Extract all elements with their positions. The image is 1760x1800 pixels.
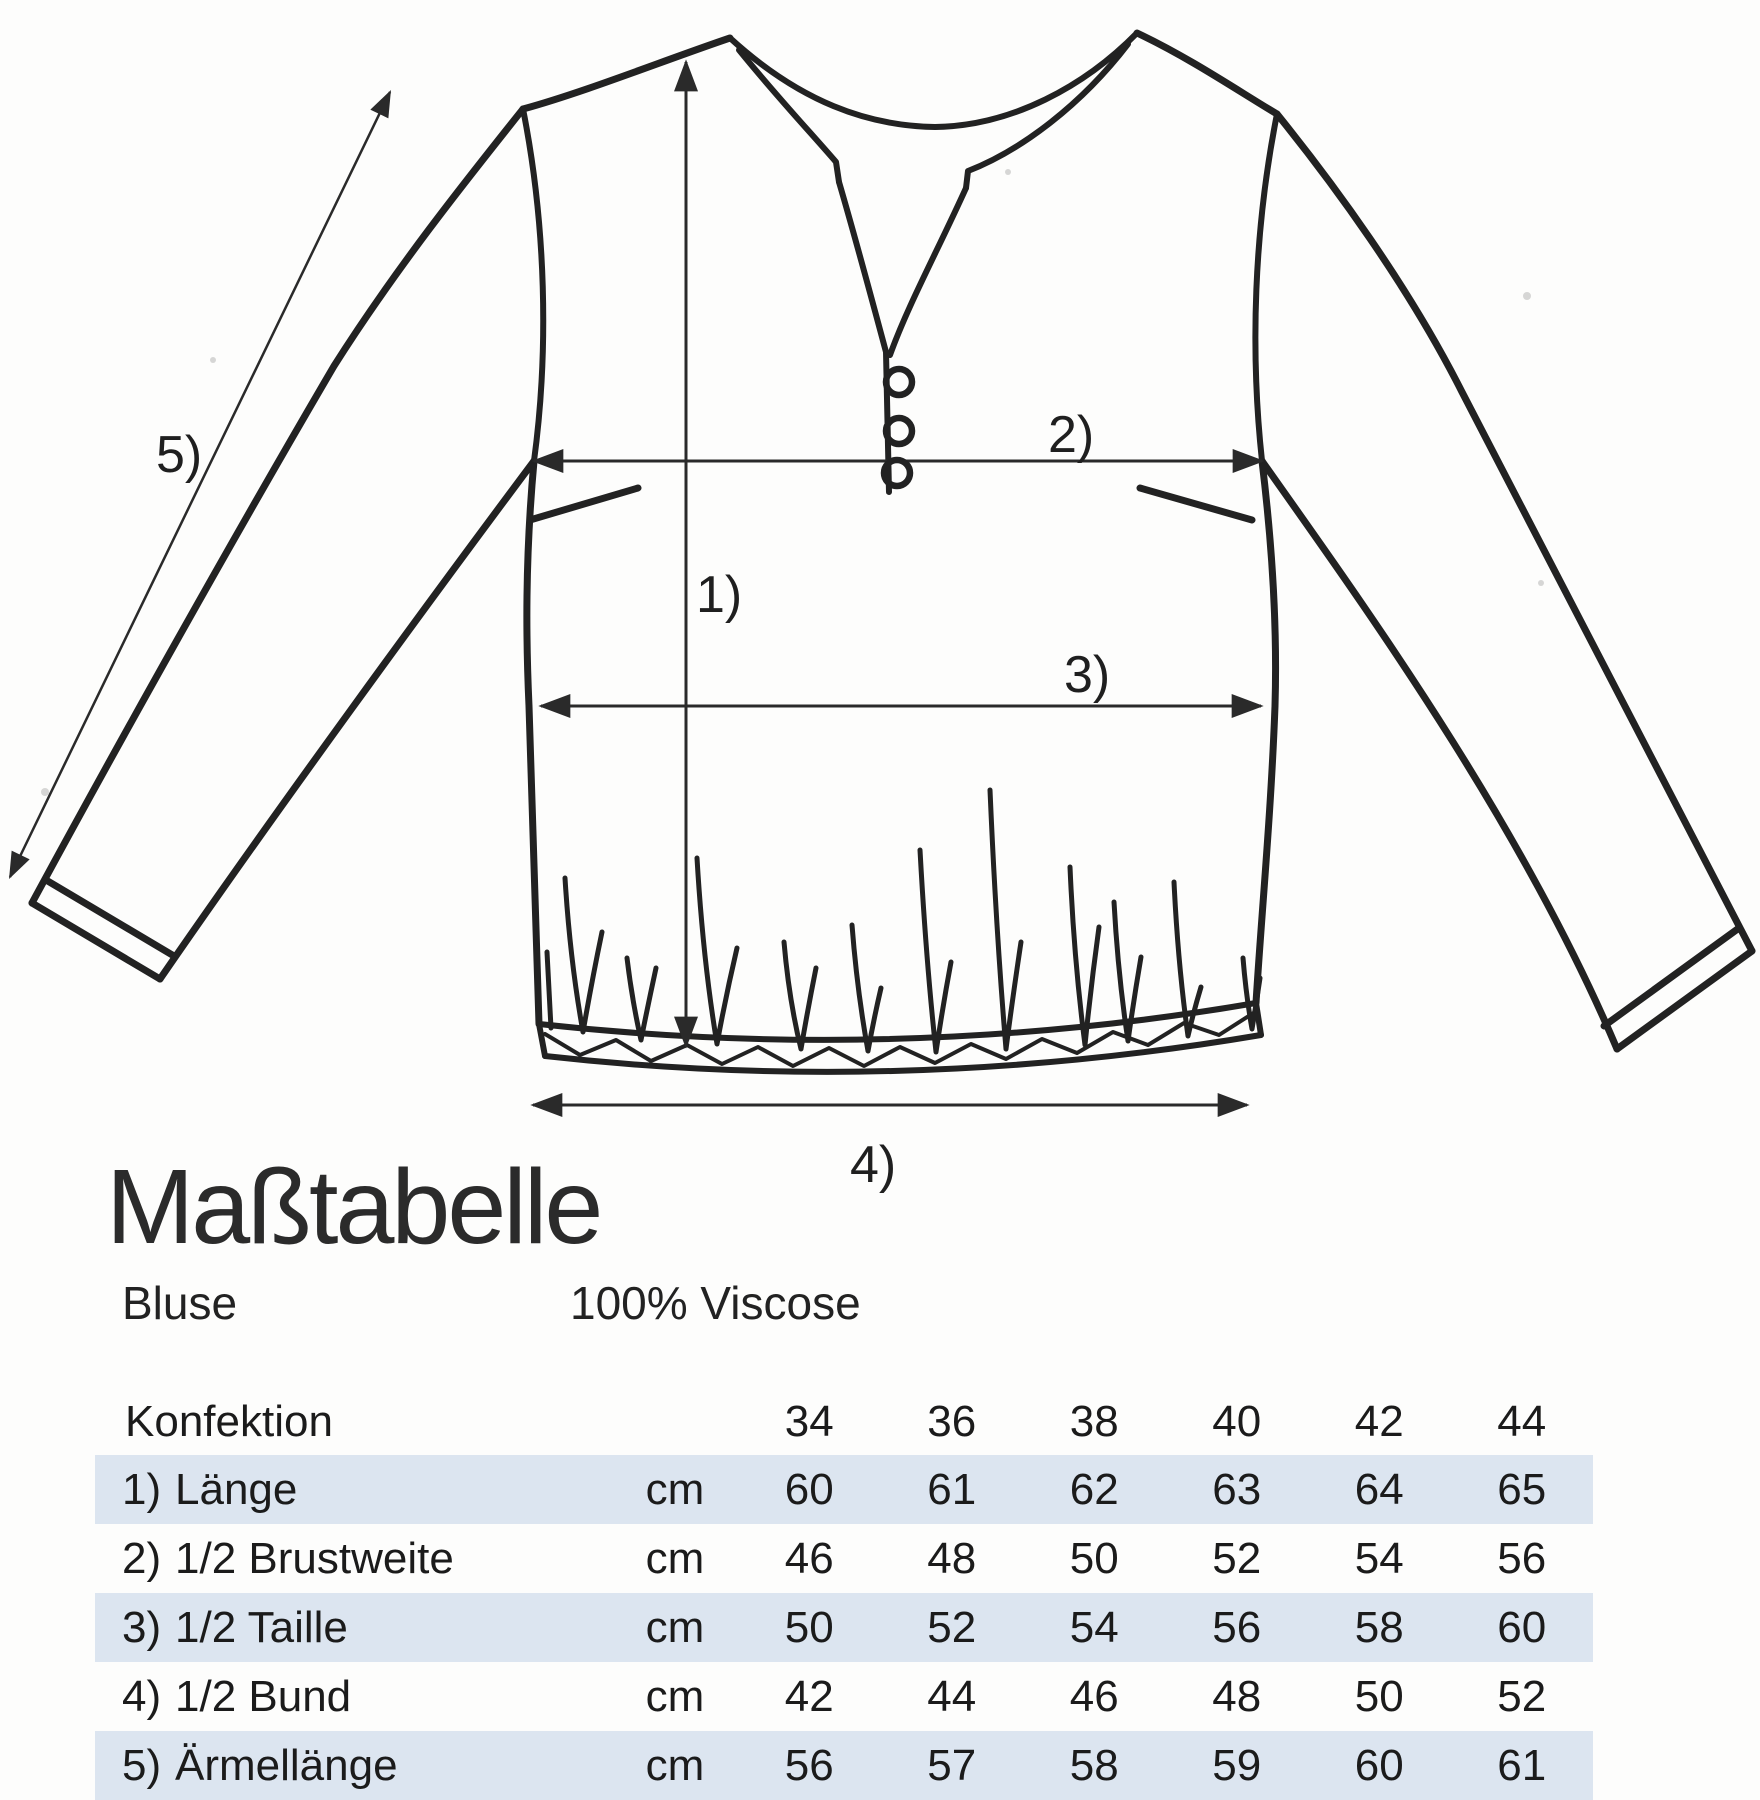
- v-slit-left-edge: [839, 182, 886, 352]
- row-unit: cm: [645, 1464, 705, 1514]
- cell-value: 50: [1354, 1671, 1404, 1721]
- row-label: 1/2 Bund: [175, 1671, 352, 1721]
- cell-value: 62: [1069, 1464, 1119, 1514]
- row-label: Ärmellänge: [175, 1740, 398, 1790]
- left-cuff-band-line: [46, 880, 174, 956]
- size-column-header: 42: [1354, 1396, 1404, 1446]
- cell-value: 56: [784, 1740, 834, 1790]
- measure-label-sleeve: 5): [156, 426, 203, 484]
- table-row-taille: [95, 1593, 1593, 1662]
- left-bust-dart: [530, 488, 638, 520]
- cell-value: 64: [1354, 1464, 1404, 1514]
- row-label: Länge: [175, 1464, 298, 1514]
- table-header-row: [95, 1388, 1593, 1455]
- row-number: 5): [122, 1740, 162, 1790]
- cell-value: 63: [1212, 1464, 1262, 1514]
- cell-value: 48: [927, 1533, 977, 1583]
- left-sleeve-under-edge: [160, 461, 534, 979]
- cell-value: 52: [927, 1602, 977, 1652]
- cell-value: 60: [1354, 1740, 1404, 1790]
- page-title: Maßtabelle: [106, 1148, 601, 1266]
- cell-value: 46: [784, 1533, 834, 1583]
- right-side-seam: [1256, 461, 1276, 1003]
- cell-value: 46: [1069, 1671, 1119, 1721]
- placket-buttons: [884, 369, 912, 486]
- cell-value: 56: [1212, 1602, 1262, 1652]
- cell-value: 65: [1497, 1464, 1547, 1514]
- row-unit: cm: [645, 1671, 705, 1721]
- cell-value: 54: [1069, 1602, 1119, 1652]
- sleeve-length-arrow: [10, 92, 390, 877]
- blouse-outline: [32, 33, 1752, 1072]
- cell-value: 56: [1497, 1533, 1547, 1583]
- size-column-header: 36: [927, 1396, 977, 1446]
- row-number: 2): [122, 1533, 162, 1583]
- measure-label-hem: 4): [850, 1136, 897, 1194]
- subtitle-row: [122, 1276, 1122, 1328]
- size-column-header: 38: [1069, 1396, 1119, 1446]
- size-column-header: 40: [1212, 1396, 1262, 1446]
- left-armhole-seam: [523, 109, 543, 461]
- cell-value: 61: [927, 1464, 977, 1514]
- size-table: [95, 1388, 1593, 1800]
- v-slit-right-edge: [890, 188, 966, 355]
- cell-value: 61: [1497, 1740, 1547, 1790]
- cell-value: 60: [1497, 1602, 1547, 1652]
- hem-gather-lines: [547, 790, 1260, 1052]
- left-sleeve-outer-edge: [32, 109, 523, 903]
- right-sleeve-outer-edge: [1277, 114, 1752, 951]
- cell-value: 60: [784, 1464, 834, 1514]
- row-number: 1): [122, 1464, 162, 1514]
- table-row-brustweite: [95, 1524, 1593, 1593]
- cell-value: 48: [1212, 1671, 1262, 1721]
- cell-value: 42: [784, 1671, 834, 1721]
- right-sleeve-under-edge: [1262, 461, 1617, 1049]
- header-label: Konfektion: [125, 1396, 333, 1446]
- row-label: 1/2 Brustweite: [175, 1533, 454, 1583]
- material-composition: 100% Viscose: [570, 1277, 861, 1329]
- product-name: Bluse: [122, 1277, 238, 1329]
- hem-band-left-cap: [539, 1024, 545, 1056]
- row-label: 1/2 Taille: [175, 1602, 348, 1652]
- button: [886, 369, 912, 395]
- cell-value: 58: [1354, 1602, 1404, 1652]
- measurement-labels: [156, 406, 1110, 1194]
- table-row-laenge: [95, 1455, 1593, 1524]
- right-bust-dart: [1140, 488, 1252, 520]
- neckband-inner-left: [739, 50, 839, 182]
- cell-value: 50: [784, 1602, 834, 1652]
- table-row-bund: [95, 1662, 1593, 1731]
- left-side-seam: [527, 461, 539, 1024]
- left-shoulder-seam: [523, 38, 730, 109]
- cell-value: 59: [1212, 1740, 1262, 1790]
- cell-value: 52: [1212, 1533, 1262, 1583]
- cell-value: 58: [1069, 1740, 1119, 1790]
- row-unit: cm: [645, 1533, 705, 1583]
- size-column-header: 44: [1497, 1396, 1547, 1446]
- row-unit: cm: [645, 1602, 705, 1652]
- table-row-aermellaenge: [95, 1731, 1593, 1800]
- cell-value: 44: [927, 1671, 977, 1721]
- cell-value: 54: [1354, 1533, 1404, 1583]
- left-cuff-end: [32, 903, 160, 979]
- cell-value: 57: [927, 1740, 977, 1790]
- size-column-header: 34: [784, 1396, 834, 1446]
- cell-value: 50: [1069, 1533, 1119, 1583]
- measure-label-length: 1): [696, 566, 743, 624]
- measure-label-waist: 3): [1064, 646, 1111, 704]
- row-unit: cm: [645, 1740, 705, 1790]
- measure-label-chest: 2): [1048, 406, 1095, 464]
- row-number: 3): [122, 1602, 162, 1652]
- cell-value: 52: [1497, 1671, 1547, 1721]
- right-shoulder-seam: [1137, 33, 1277, 114]
- row-number: 4): [122, 1671, 162, 1721]
- right-armhole-seam: [1255, 114, 1277, 461]
